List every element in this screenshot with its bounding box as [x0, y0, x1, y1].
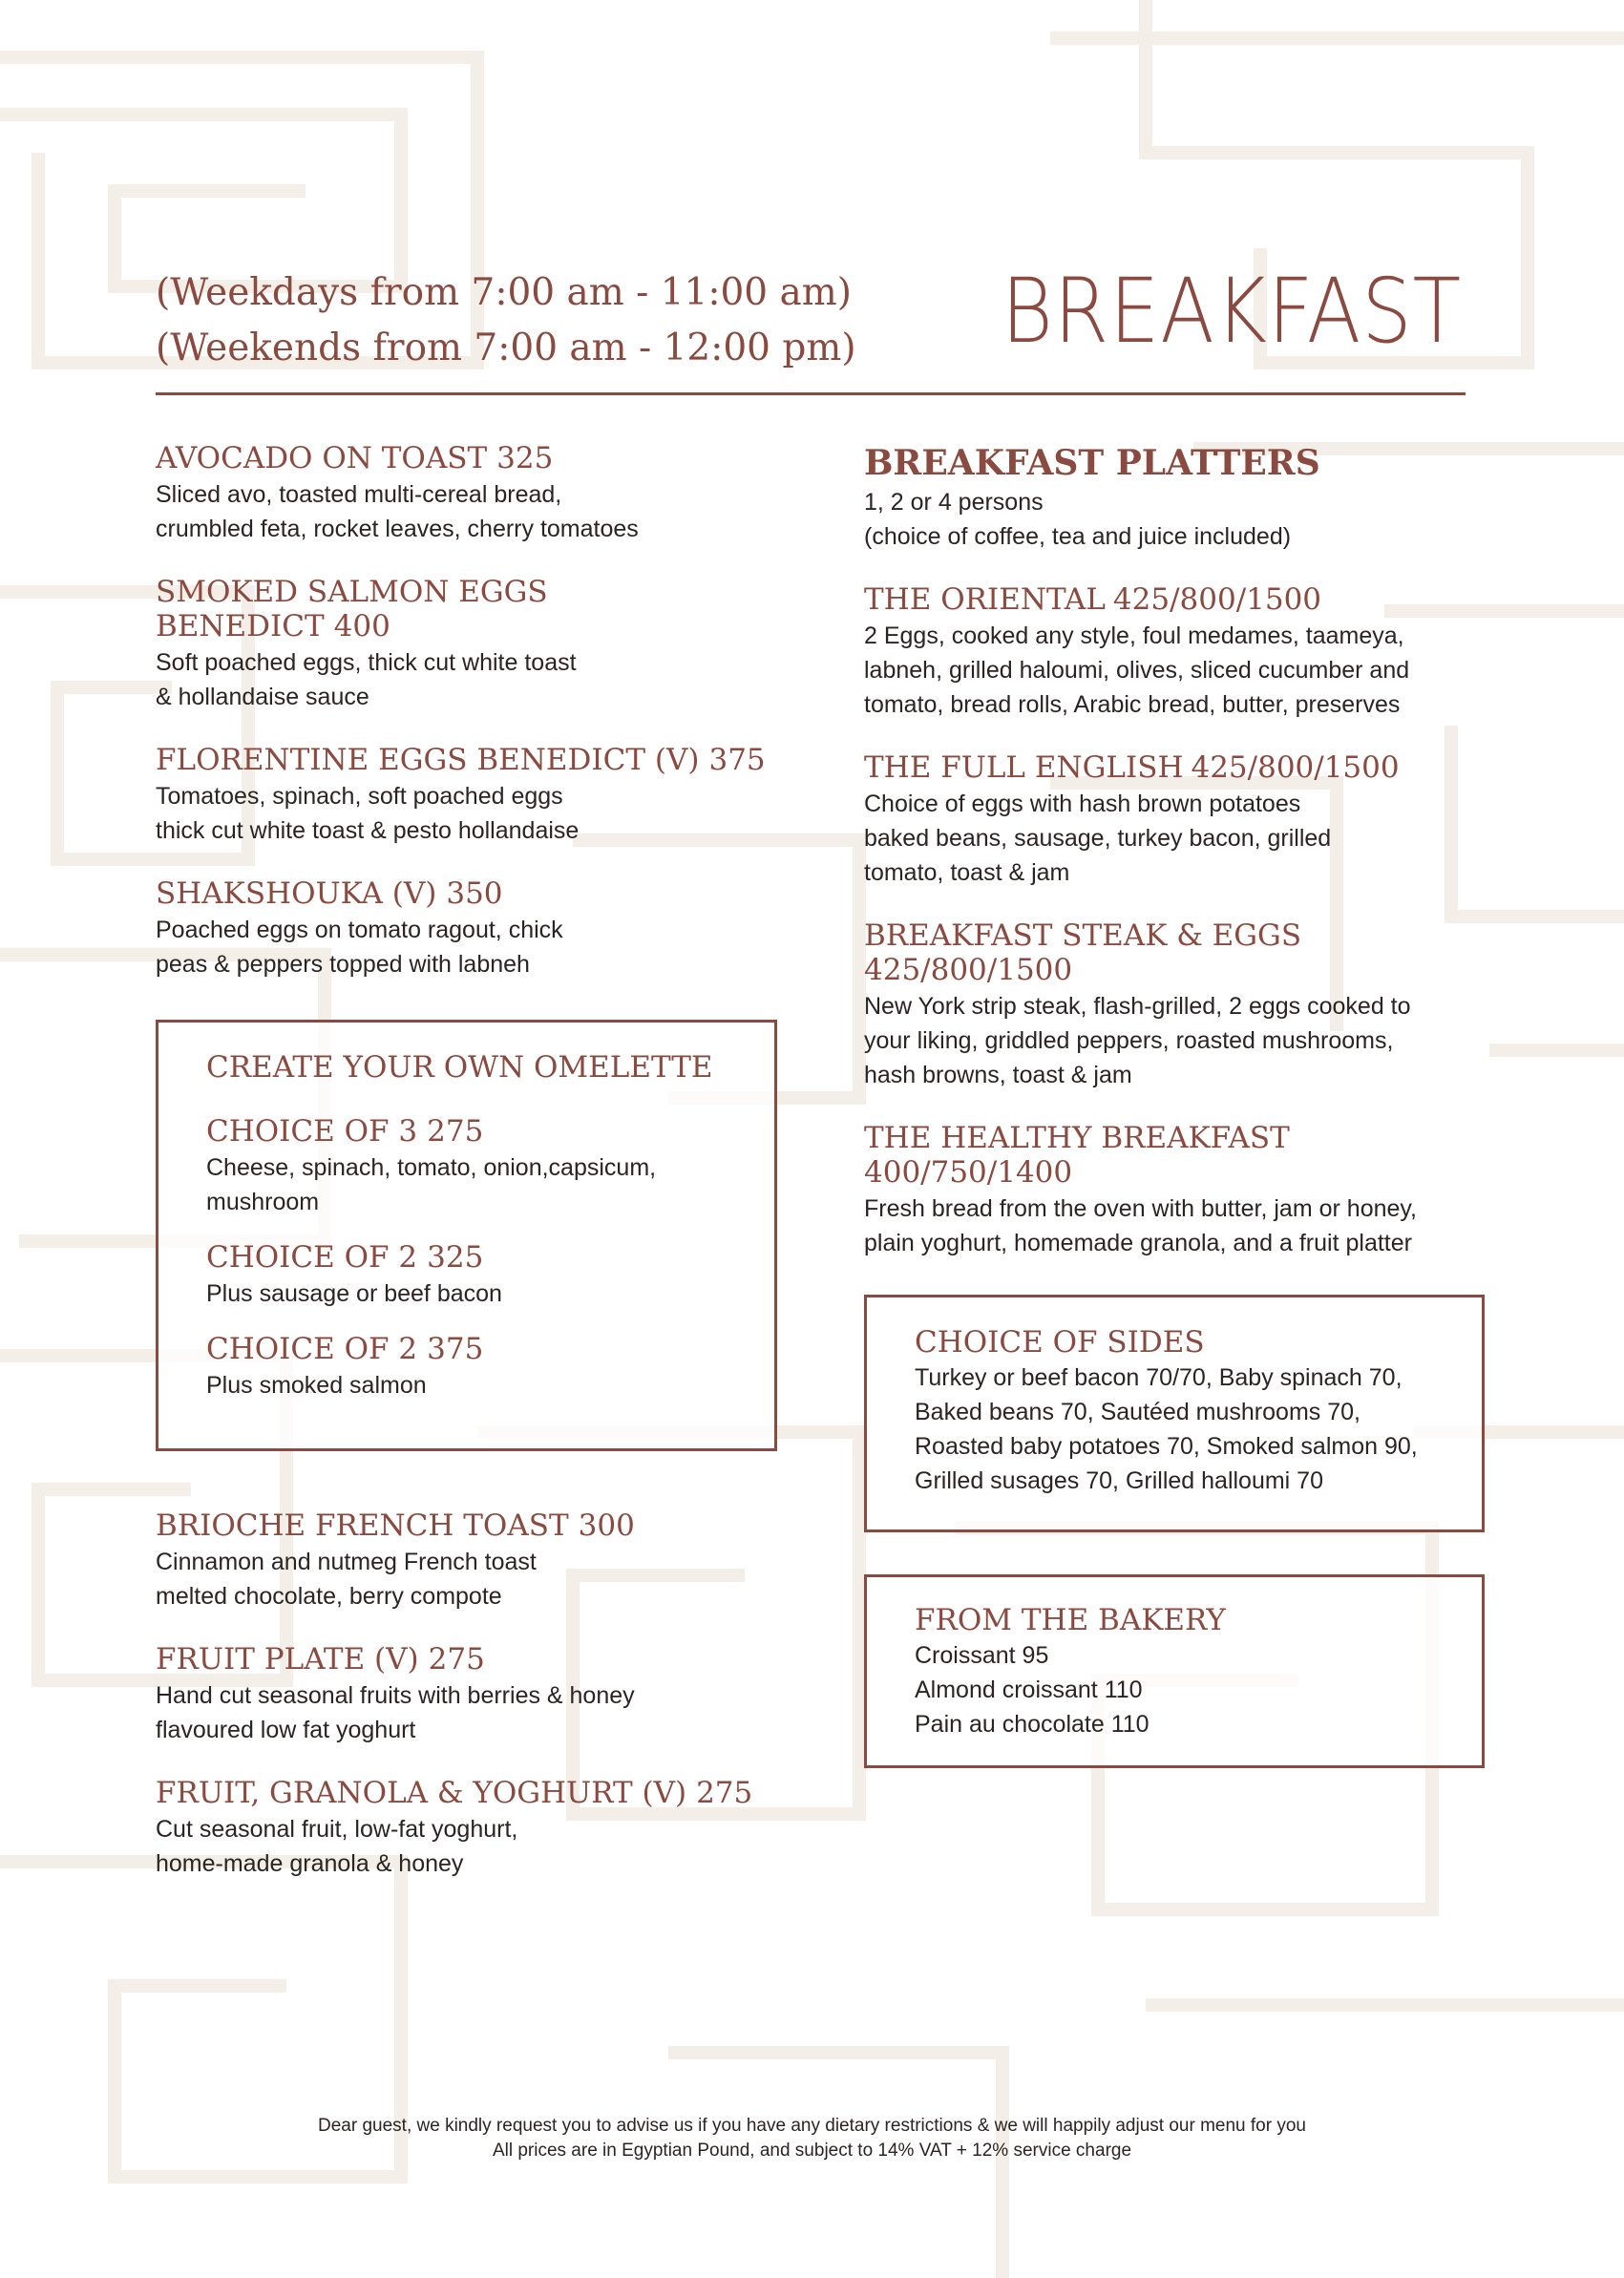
- choice-name: CHOICE OF 2 325: [206, 1240, 484, 1275]
- item-description: Cinnamon and nutmeg French toast melted chocolate, berry compote: [156, 1549, 537, 1610]
- item-price: 425/800/1500: [864, 953, 1073, 987]
- weekday-hours: (Weekdays from 7:00 am - 11:00 am): [156, 271, 852, 314]
- choice-price: 375: [427, 1332, 484, 1366]
- left-lower-items: [156, 1508, 786, 1881]
- item-name: THE FULL ENGLISH 425/800/1500: [864, 750, 1400, 785]
- sides-title: CHOICE OF SIDES: [915, 1325, 1205, 1360]
- omelette-choice: [206, 1240, 727, 1311]
- platter-item: [864, 918, 1494, 1092]
- item-price: 425/800/1500: [1191, 750, 1400, 785]
- item-description: Poached eggs on tomato ragout, chick peas & peppers topped with labneh: [156, 917, 563, 978]
- item-name: SMOKED SALMON EGGS BENEDICT 400: [156, 575, 548, 643]
- page-title: BREAKFAST: [1001, 260, 1462, 364]
- item-name: THE ORIENTAL 425/800/1500: [864, 582, 1322, 617]
- omelette-box: [156, 1020, 777, 1451]
- left-column: [156, 441, 786, 1909]
- item-description: Tomatoes, spinach, soft poached eggs thick cut white toast & pesto hollandaise: [156, 783, 580, 844]
- choice-name: CHOICE OF 2 375: [206, 1332, 484, 1366]
- menu-item: [156, 441, 786, 546]
- bakery-item: Almond croissant 110: [915, 1677, 1143, 1703]
- item-price: 275: [696, 1776, 753, 1810]
- omelette-choice: [206, 1114, 727, 1219]
- item-description: Fresh bread from the oven with butter, jam or honey, plain yoghurt, homemade granola, and a fruit platter: [864, 1195, 1417, 1256]
- bakery-title: FROM THE BAKERY: [915, 1603, 1226, 1637]
- platters-subtitle: 1, 2 or 4 persons (choice of coffee, tea and juice included): [864, 489, 1292, 550]
- choice-name: CHOICE OF 3 275: [206, 1114, 484, 1149]
- item-price: 425/800/1500: [1112, 582, 1322, 617]
- choice-description: Cheese, spinach, tomato, onion,capsicum, mushroom: [206, 1154, 657, 1215]
- footer-note: [0, 2114, 1624, 2163]
- weekend-hours: (Weekends from 7:00 am - 12:00 pm): [156, 327, 856, 369]
- item-description: Hand cut seasonal fruits with berries & honey flavoured low fat yoghurt: [156, 1682, 635, 1743]
- choice-description: Plus smoked salmon: [206, 1372, 427, 1399]
- sides-box: [864, 1295, 1485, 1532]
- platters-title: BREAKFAST PLATTERS: [864, 443, 1320, 483]
- item-description: New York strip steak, flash-grilled, 2 eggs cooked to your liking, griddled peppers, roasted mushrooms, hash browns, toast & jam: [864, 993, 1411, 1088]
- item-name: SHAKSHOUKA (V) 350: [156, 876, 503, 911]
- bakery-item: Croissant 95: [915, 1642, 1049, 1669]
- menu-item: [156, 575, 786, 714]
- item-name: THE HEALTHY BREAKFAST 400/750/1400: [864, 1121, 1494, 1190]
- platter-item: [864, 750, 1494, 890]
- menu-item: [156, 1642, 786, 1747]
- item-name: FRUIT, GRANOLA & YOGHURT (V) 275: [156, 1776, 753, 1810]
- item-price: 275: [428, 1642, 485, 1677]
- menu-item: [156, 1508, 786, 1614]
- item-name: BREAKFAST STEAK & EGGS 425/800/1500: [864, 918, 1494, 987]
- choice-price: 275: [427, 1114, 484, 1149]
- pricing-note: All prices are in Egyptian Pound, and subject to 14% VAT + 12% service charge: [492, 2141, 1132, 2161]
- item-price: 400: [333, 609, 390, 643]
- item-name: FLORENTINE EGGS BENEDICT (V) 375: [156, 743, 766, 777]
- menu-item: [156, 876, 786, 981]
- item-price: 300: [578, 1508, 635, 1543]
- menu-item: [156, 743, 786, 848]
- platter-item: [864, 582, 1494, 722]
- bakery-item: Pain au chocolate 110: [915, 1711, 1149, 1738]
- item-price: 400/750/1400: [864, 1155, 1073, 1190]
- choice-description: Plus sausage or beef bacon: [206, 1280, 502, 1307]
- platter-item: [864, 1121, 1494, 1260]
- omelette-title: CREATE YOUR OWN OMELETTE: [206, 1050, 713, 1085]
- item-description: Cut seasonal fruit, low-fat yoghurt, home-made granola & honey: [156, 1816, 518, 1877]
- item-name: FRUIT PLATE (V) 275: [156, 1642, 485, 1677]
- bakery-box: [864, 1574, 1485, 1768]
- choice-price: 325: [427, 1240, 484, 1275]
- omelette-choice: [206, 1332, 727, 1403]
- item-price: 375: [708, 743, 766, 777]
- opening-hours: [156, 265, 856, 376]
- right-column: [864, 441, 1494, 1768]
- item-description: Soft poached eggs, thick cut white toast & hollandaise sauce: [156, 649, 577, 710]
- item-price: 325: [496, 441, 554, 475]
- item-name: AVOCADO ON TOAST 325: [156, 441, 554, 475]
- item-description: Choice of eggs with hash brown potatoes baked beans, sausage, turkey bacon, grilled tomato, toast & jam: [864, 791, 1332, 886]
- sides-list: Turkey or beef bacon 70/70, Baby spinach 70, Baked beans 70, Sautéed mushrooms 70, Roasted baby potatoes 70, Smoked salmon 90, Grilled susages 70, Grilled halloumi 70: [915, 1364, 1418, 1494]
- item-name: BRIOCHE FRENCH TOAST 300: [156, 1508, 635, 1543]
- menu-item: [156, 1776, 786, 1881]
- item-description: 2 Eggs, cooked any style, foul medames, taameya, labneh, grilled haloumi, olives, sliced cucumber and tomato, bread rolls, Arabic bread, butter, preserves: [864, 622, 1410, 718]
- header-divider: [156, 392, 1466, 395]
- item-price: 350: [446, 876, 503, 911]
- dietary-note: Dear guest, we kindly request you to advise us if you have any dietary restrictions & we will happily adjust our menu for you: [318, 2116, 1306, 2136]
- item-description: Sliced avo, toasted multi-cereal bread, crumbled feta, rocket leaves, cherry tomatoes: [156, 481, 639, 542]
